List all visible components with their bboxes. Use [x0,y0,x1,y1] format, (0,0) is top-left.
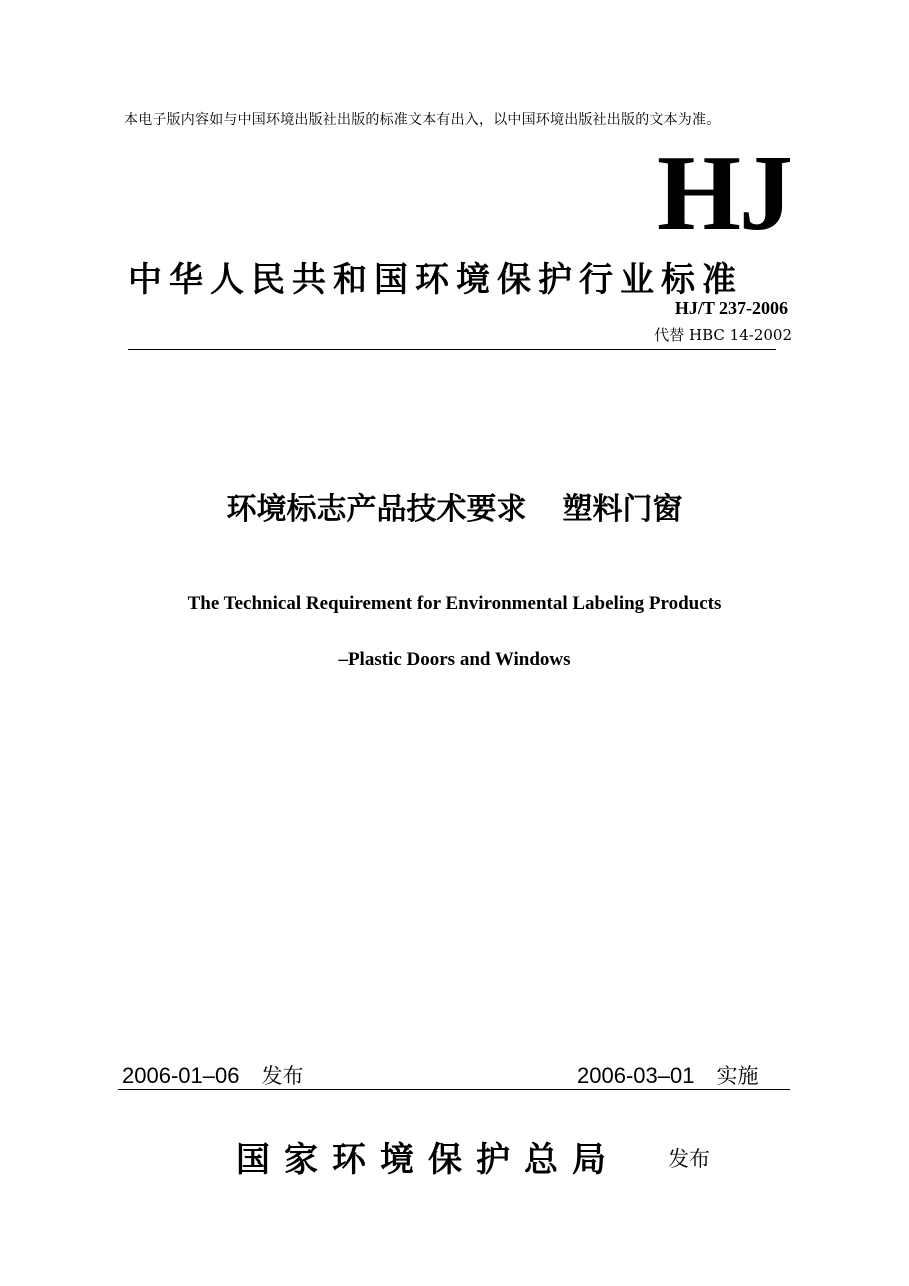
standard-code: HJ/T 237-2006 [674,298,788,318]
chinese-title [0,484,909,528]
footer-divider [118,1089,790,1090]
issuing-authority: 国家环境保护总局 [236,1140,620,1180]
issue-date-block [122,1060,303,1090]
implementation-date-block [577,1060,758,1090]
implementation-label: 实施 [716,1064,759,1088]
issuing-label: 发布 [668,1147,710,1171]
standard-category-title: 中华人民共和国环境保护行业标准 [128,260,743,300]
issue-date: 2006-01–06 [122,1063,240,1088]
notice-text: 本电子版内容如与中国环境出版社出版的标准文本有出入，以中国环境出版社出版的文本为准。 [124,112,721,128]
chinese-title-part2: 塑料门窗 [562,492,683,527]
issue-label: 发布 [261,1064,304,1088]
english-title-line2: –Plastic Doors and Windows [338,649,571,670]
replaces-standard: 代替 HBC 14-2002 [654,326,792,344]
hj-mark: HJ [656,134,791,253]
header-divider [128,349,776,350]
implementation-date: 2006-03–01 [577,1063,695,1088]
chinese-title-part1: 环境标志产品技术要求 [226,492,527,527]
english-title-line1: The Technical Requirement for Environmental Labeling Products [187,593,722,614]
